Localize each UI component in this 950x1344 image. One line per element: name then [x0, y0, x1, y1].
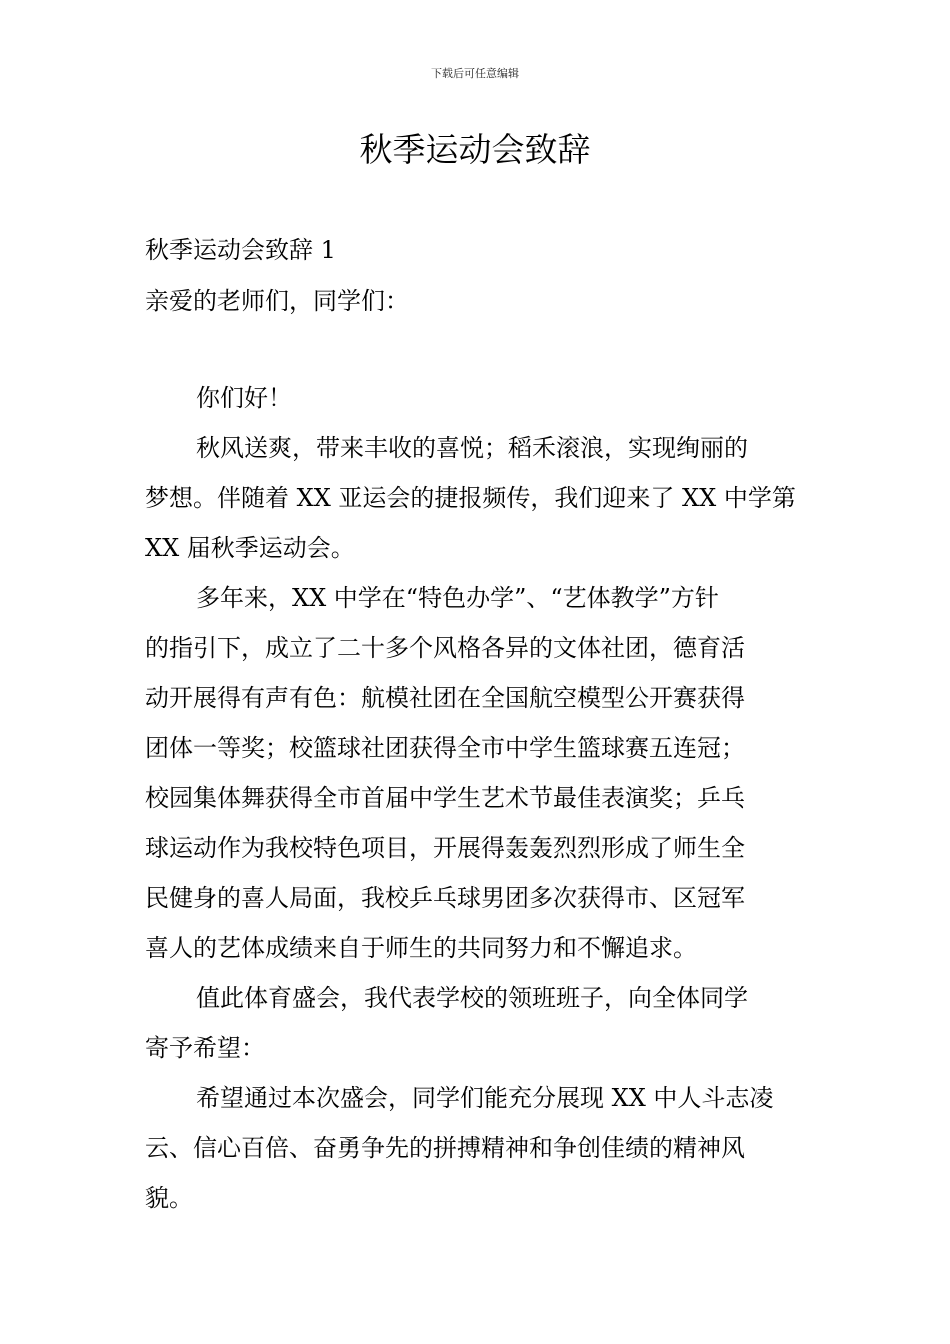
paragraph-line: 希望通过本次盛会，同学们能充分展现 XX 中人斗志凌 — [196, 1084, 774, 1112]
header-note: 下载后可任意编辑 — [431, 67, 519, 80]
paragraph-line: 团体一等奖；校篮球社团获得全市中学生篮球赛五连冠； — [145, 734, 745, 762]
paragraph-line: 的指引下，成立了二十多个风格各异的文体社团，德育活 — [145, 634, 745, 662]
paragraph-line: 多年来，XX 中学在“特色办学”、“艺体教学”方针 — [196, 584, 719, 612]
paragraph-line: 动开展得有声有色：航模社团在全国航空模型公开赛获得 — [145, 684, 745, 712]
greeting-line: 你们好！ — [196, 384, 292, 412]
paragraph-line: 寄予希望： — [145, 1034, 265, 1062]
paragraph-line: 喜人的艺体成绩来自于师生的共同努力和不懈追求。 — [145, 934, 697, 962]
paragraph-line: 梦想。伴随着 XX 亚运会的捷报频传，我们迎来了 XX 中学第 — [145, 484, 796, 512]
section-heading: 秋季运动会致辞 1 — [145, 236, 336, 264]
paragraph-line: 秋风送爽，带来丰收的喜悦；稻禾滚浪，实现绚丽的 — [196, 434, 748, 462]
paragraph-line: 校园集体舞获得全市首届中学生艺术节最佳表演奖；乒乓 — [145, 784, 745, 812]
paragraph-line: 值此体育盛会，我代表学校的领班班子，向全体同学 — [196, 984, 748, 1012]
paragraph-line: 貌。 — [145, 1184, 193, 1212]
paragraph-line: 民健身的喜人局面，我校乒乓球男团多次获得市、区冠军 — [145, 884, 745, 912]
paragraph-line: 球运动作为我校特色项目，开展得轰轰烈烈形成了师生全 — [145, 834, 745, 862]
salutation: 亲爱的老师们，同学们： — [145, 287, 409, 315]
document-title: 秋季运动会致辞 — [359, 130, 591, 169]
paragraph-line: 云、信心百倍、奋勇争先的拼搏精神和争创佳绩的精神风 — [145, 1134, 745, 1162]
paragraph-line: XX 届秋季运动会。 — [145, 534, 355, 562]
